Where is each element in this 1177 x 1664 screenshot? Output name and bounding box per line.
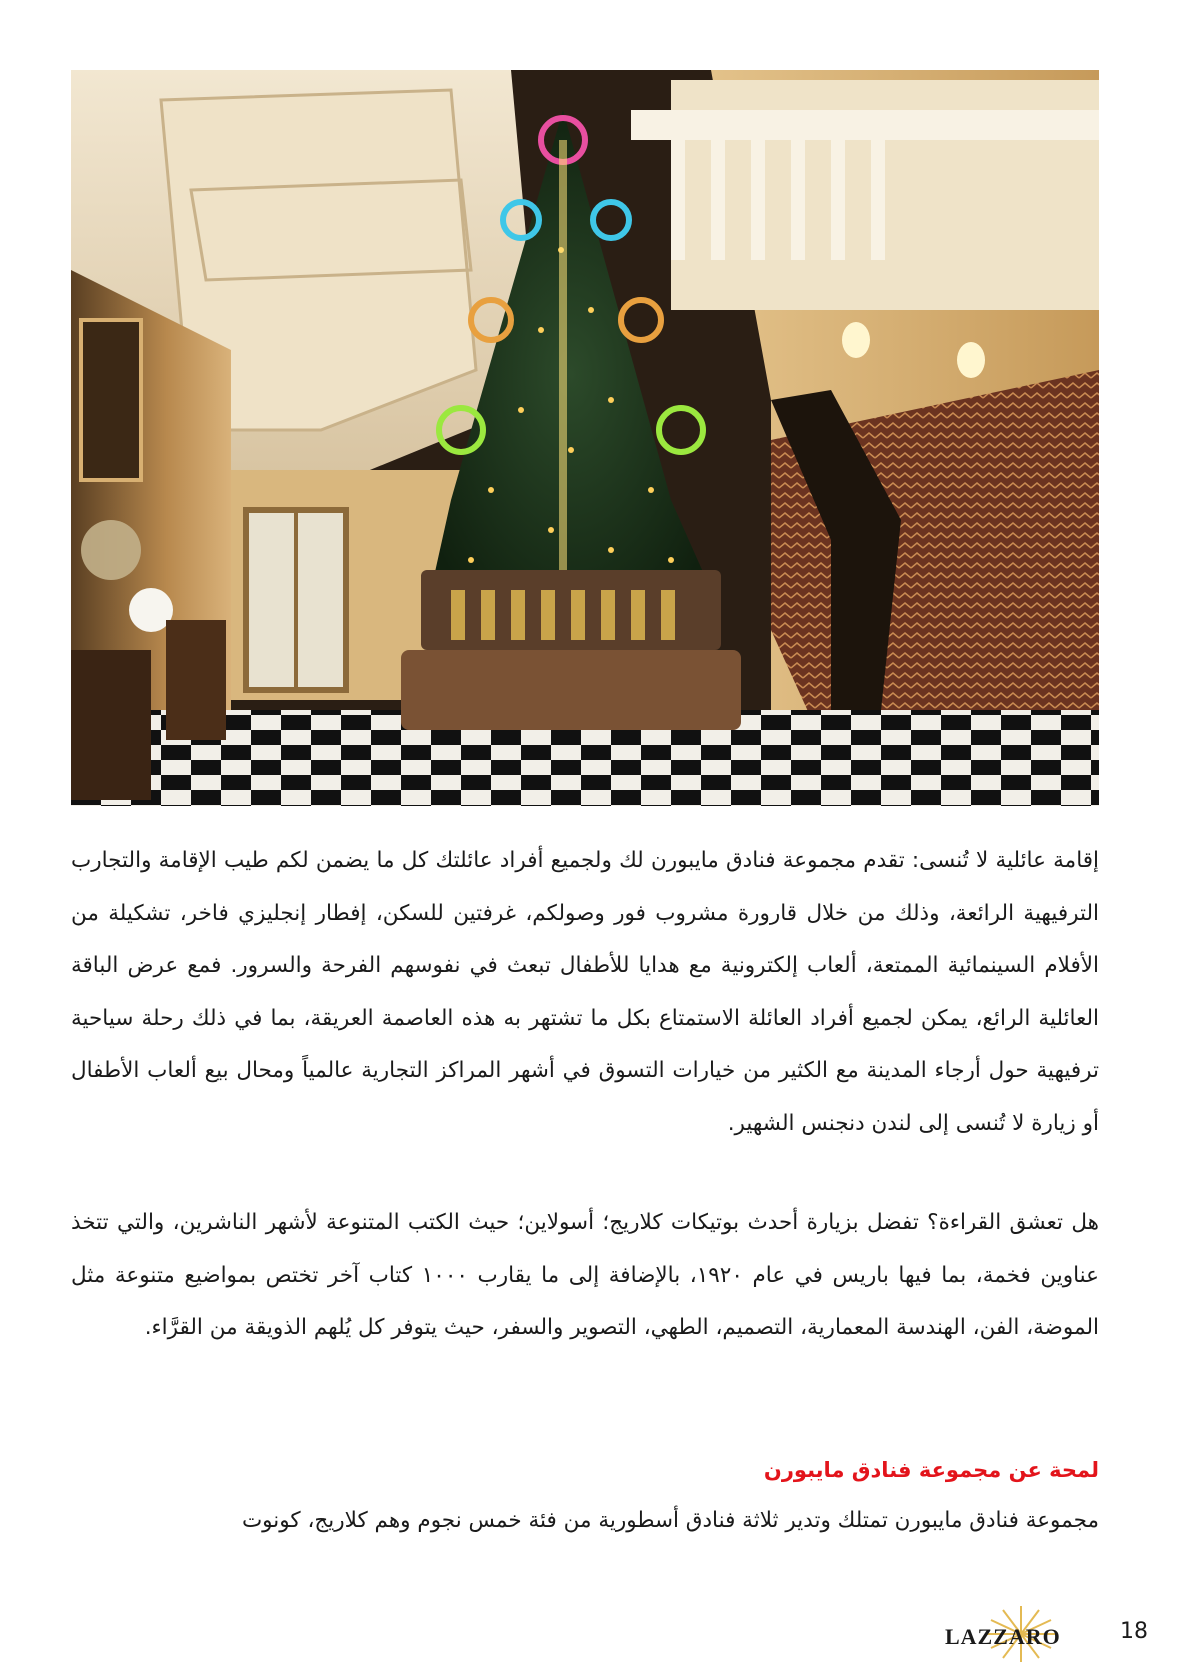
paragraph-maybourne-overview: مجموعة فنادق مايبورن تمتلك وتدير ثلاثة فنادق أسطورية من فئة خمس نجوم وهم كلاريج، كونوت	[241, 1508, 1099, 1533]
page-number: 18	[1120, 1619, 1148, 1644]
hotel-lobby-christmas-tree-photo	[71, 70, 1099, 806]
lazzaro-logo	[945, 1612, 1105, 1662]
article-paragraph	[71, 835, 1099, 1151]
paragraph-family-stay: إقامة عائلية لا تُنسى: تقدم مجموعة فنادق مايبورن لك ولجميع أفراد عائلتك كل ما يضمن لكم طيب الإقامة والتجارب الترفيهية الرائعة، وذلك من خلال قارورة مشروب فور وصولكم، غرفتين للسكن، إفطار إنجليزي فاخر، تشكيلة من الأفلام السينمائية الممتعة، ألعاب إلكترونية مع هدايا للأطفال تبعث في نفوسهم الفرحة والسرور. فمع عرض الباقة العائلية الرائع، يمكن لجميع أفراد العائلة الاستمتاع بكل ما تشتهر به هذه العاصمة العريقة، بما في ذلك رحلة سياحية ترفيهية حول أرجاء المدينة مع الكثير من خيارات التسوق في أشهر المراكز التجارية عالمياً ومحال بيع ألعاب الأطفال أو زيارة لا تُنسى إلى لندن دنجنس الشهير.	[71, 848, 1099, 1136]
section-heading: لمحة عن مجموعة فنادق مايبورن	[763, 1458, 1099, 1482]
paragraph-reading: هل تعشق القراءة؟ تفضل بزيارة أحدث بوتيكات كلاريج؛ أسولاين؛ حيث الكتب المتنوعة لأشهر الناشرين، والتي تتخذ عناوين فخمة، بما فيها باريس في عام ١٩٢٠، بالإضافة إلى ما يقارب ١٠٠٠ كتاب آخر تختص بمواضيع متنوعة مثل الموضة، الفن، الهندسة المعمارية، التصميم، الطهي، التصوير والسفر، حيث يتوفر كل يُلهم الذويقة من القرَّاء.	[71, 1210, 1099, 1341]
article-paragraph	[71, 1197, 1099, 1355]
logo-text: LAZZARO	[945, 1624, 1061, 1649]
article-paragraph	[71, 1495, 1099, 1548]
